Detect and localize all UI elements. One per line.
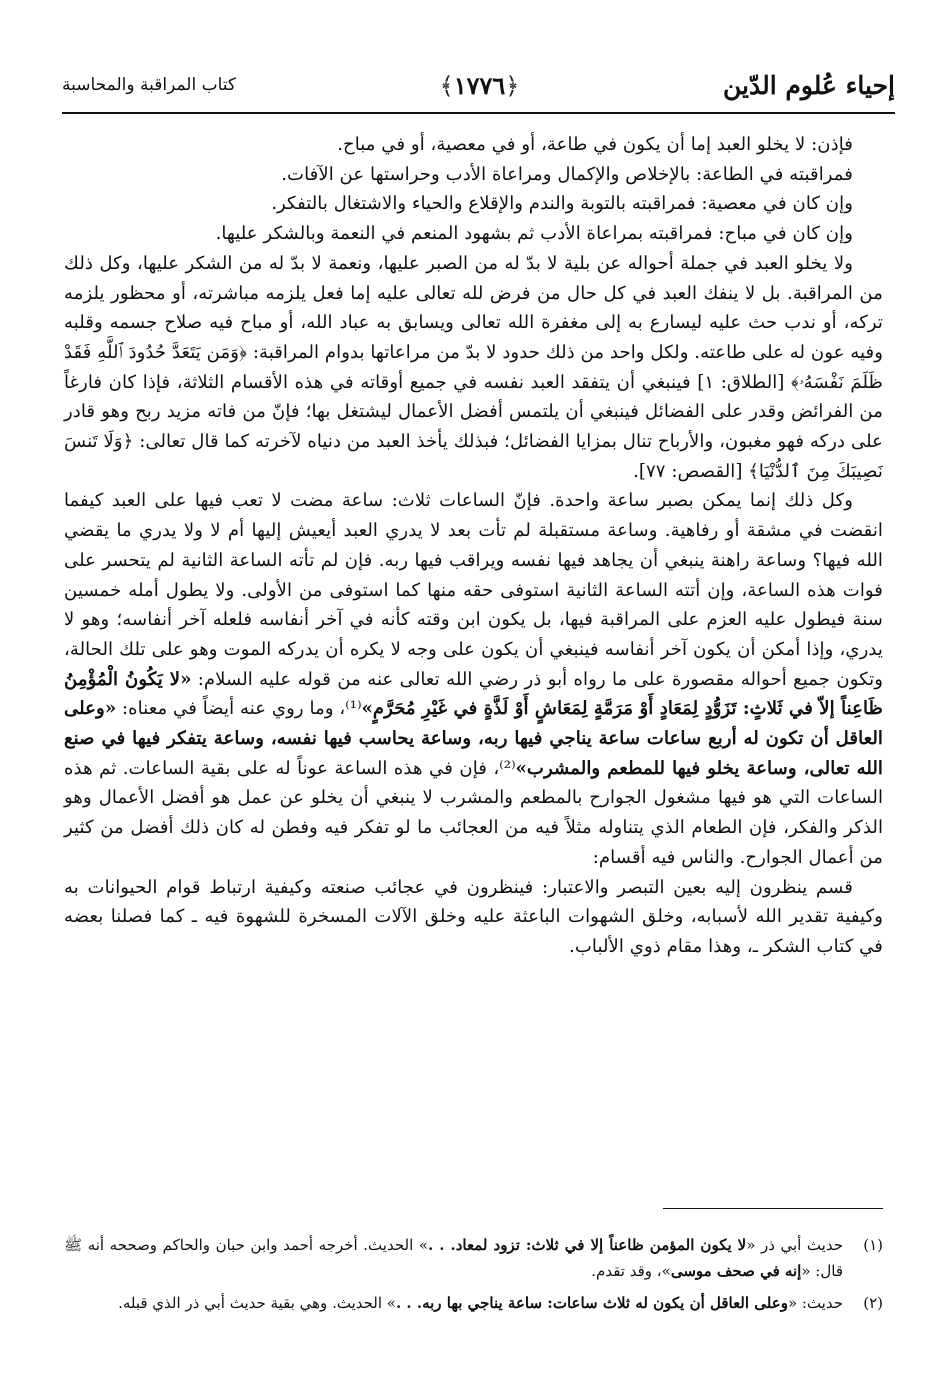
footnote-part: حديث: «	[787, 1294, 843, 1312]
footnote	[64, 1232, 883, 1284]
footnote-text	[64, 1290, 843, 1316]
footnote-number: (٢)	[863, 1294, 883, 1312]
book-title: إحياء عُلوم الدّين	[723, 70, 895, 100]
footnote-number: (١)	[863, 1236, 883, 1254]
footnote-quote: لا يكون المؤمن ظاعناً إلا في ثلاث: تزود لمعاد. . .	[428, 1236, 747, 1254]
paragraph: وإن كان في مباح: فمراقبته بمراعاة الأدب ثم بشهود المنعم في النعمة وبالشكر عليها.	[215, 223, 853, 245]
hadith-quote: «وعلى العاقل أن تكون له أربع ساعات ساعة يناجي فيها ربه، وساعة يحاسب فيها نفسه، وساعة يتفكر فيها في صنع الله تعالى، وساعة يخلو فيها للمطعم والمشرب»	[64, 698, 883, 779]
page-number	[430, 71, 530, 100]
paragraph-text: ⁽¹⁾، وما روي عنه أيضاً في معناه:	[116, 698, 362, 720]
paragraph: ولا يخلو العبد في جملة أحواله عن بلية لا بدّ له من الصبر عليها، ونعمة لا بدّ له من الشكر عليها، وكل ذلك من المراقبة. بل لا ينفك العبد في كل حال من فرض لله تعالى عليه إما فعل يلزمه مباشرته، أو محظور يلزمه تركه، أو ندب حث عليه ليسارع به إلى مغفرة الله تعالى ويسابق به عباد الله، أو مباح فيه صلاح جسمه وقلبه وفيه عون له على طاعته. ولكل واحد من ذلك حدود لا بدّ من مراعاتها بدوام المراقبة: ﴿وَمَن يَتَعَدَّ حُدُودَ ٱللَّهِ فَقَدْ ظَلَمَ نَفْسَهُۥ﴾ [الطلاق: ١] فينبغي أن يتفقد العبد نفسه في جميع أوقاته في هذه الأقسام الثلاثة، فإذا كان فارغاً من الفرائض وقدر على الفضائل فينبغي أن يلتمس أفضل الأعمال ليشتغل بها؛ فإنّ من فاته مزيد ربح وهو قادر على دركه فهو مغبون، والأرباح تنال بمزايا الفضائل؛ فبذلك يأخذ العبد من دنياه لآخرته كما قال تعالى: ﴿وَلَا تَنسَ نَصِيبَكَ مِنَ ٱلدُّنْيَا﴾ [القصص: ٧٧].	[64, 252, 883, 482]
paragraph	[64, 486, 883, 872]
page-number-value: ١٧٧٦	[453, 70, 506, 100]
paragraph-text: ⁽²⁾، فإن في هذه الساعة عوناً له على بقية الساعات. ثم هذه الساعات التي هو فيها مشغول الجوارح بالمطعم والمشرب لا ينبغي أن يخلو عن عمل هو أفضل الأعمال وهو الذكر والفكر، فإن الطعام الذي يتناوله مثلاً فيه من العجائب ما لو تفكر فيه وفطن له كان ذلك أفضل من كثير من أعمال الجوارح. والناس فيه أقسام:	[64, 757, 883, 868]
page-header	[62, 62, 895, 108]
footnote-quote: وعلى العاقل أن يكون له ثلاث ساعات: ساعة يناجي بها ربه. . .	[395, 1294, 788, 1312]
footnote	[64, 1290, 883, 1316]
footnote-part: حديث أبي ذر «	[746, 1236, 843, 1254]
footnotes	[64, 1232, 883, 1322]
ornament-brace-icon: ﴿	[505, 71, 520, 100]
main-text	[64, 130, 883, 962]
paragraph: فإذن: لا يخلو العبد إما أن يكون في طاعة، أو في معصية، أو في مباح.	[337, 134, 853, 155]
ornament-brace-icon: ﴾	[439, 71, 454, 100]
hadith-quote: «لا يَكُونُ الْمُؤْمِنُ ظَاعِناً إلاّ في ثَلاثٍ: تَزَوُّدٍ لِمَعَادٍ أَوْ مَرَمَّةٍ لِمَعَاشٍ أَوْ لَذَّةٍ في غَيْرِ مُحَرَّمٍ»	[64, 668, 883, 720]
footnote-part: » الحديث. وهي بقية حديث أبي ذر الذي قبله.	[118, 1294, 396, 1312]
paragraph: وإن كان في معصية: فمراقبته بالتوبة والندم والإقلاع والحياء والاشتغال بالتفكر.	[271, 193, 853, 215]
paragraph: قسم ينظرون إليه بعين التبصر والاعتبار: فينظرون في عجائب صنعته وكيفية ارتباط قوام الحيوانات به وكيفية تقدير الله لأسبابه، وخلق الشهوات الباعثة عليه وخلق الآلات المسخرة للشهوة فيه ـ كما فصلنا بعضه في كتاب الشكر ـ، وهذا مقام ذوي الألباب.	[64, 876, 883, 957]
footnote-part: » الحديث. أخرجه أحمد وابن حبان والحاكم وصححه أنه ﷺ قال: «	[64, 1236, 843, 1280]
paragraph: فمراقبته في الطاعة: بالإخلاص والإكمال ومراعاة الأدب وحراستها عن الآفات.	[281, 163, 853, 185]
paragraph-text: وكل ذلك إنما يمكن بصبر ساعة واحدة. فإنّ الساعات ثلاث: ساعة مضت لا تعب فيها على العبد كيفما انقضت في مشقة أو رفاهية. وساعة مستقبلة لم تأت بعد لا يدري العبد أيعيش إليها أم لا ولا يدري ما يقضي الله فيها؟ وساعة راهنة ينبغي أن يجاهد فيها نفسه ويراقب فيها ربه. فإن لم تأته الساعة الثانية لم يتحسر على فوات هذه الساعة، وإن أتته الساعة الثانية استوفى حقه منها كما استوفى من الأولى. ولا يطول أمله خمسين سنة فيطول عليه العزم على المراقبة فيها، بل يكون ابن وقته كأنه في آخر أنفاسه فلعله آخر أنفاسه؛ وهو لا يدري، وإذا أمكن أن يكون آخر أنفاسه فينبغي أن يكون على وجه لا يكره أن يدركه الموت وهو على تلك الحالة، وتكون جميع أحواله مقصورة على ما رواه أبو ذر رضي الله تعالى عنه من قوله عليه السلام:	[64, 490, 883, 690]
footnote-quote: إنه في صحف موسى	[670, 1262, 802, 1280]
header-divider	[62, 112, 895, 114]
footnote-part: »، وقد تقدم.	[591, 1262, 671, 1280]
chapter-title: كتاب المراقبة والمحاسبة	[62, 75, 237, 95]
footnote-text	[64, 1232, 843, 1284]
footnote-divider	[663, 1208, 883, 1209]
